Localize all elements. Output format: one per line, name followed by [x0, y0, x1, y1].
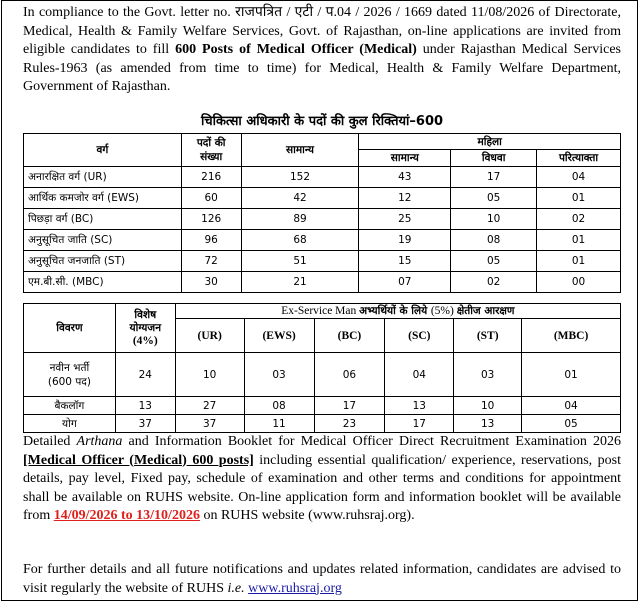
table-cell: आर्थिक कमजोर वर्ग (EWS) — [24, 188, 182, 209]
reservation-table — [23, 303, 621, 433]
table-cell: 21 — [241, 272, 359, 293]
table-cell: 126 — [181, 209, 241, 230]
details-text-4: on RUHS website (www.ruhsraj.org). — [199, 508, 415, 524]
table-cell: 05 — [451, 251, 537, 272]
table-cell: 13 — [385, 397, 454, 415]
table-cell: 10 — [175, 353, 244, 397]
table-cell: 60 — [181, 188, 241, 209]
table-cell: 11 — [244, 415, 314, 433]
updates-paragraph — [23, 561, 621, 598]
ruhs-website-link[interactable]: www.ruhsraj.org — [248, 580, 342, 596]
row-label — [24, 353, 116, 397]
exservice-hindi-1: अभ्यर्थियों के लिये — [359, 305, 431, 317]
exservice-percent: (5%) — [430, 305, 457, 317]
vacancy-table — [23, 133, 621, 293]
arthana-word: Arthana — [76, 434, 123, 449]
table-cell: एम.बी.सी. (MBC) — [24, 272, 182, 293]
header-widow: विधवा — [451, 150, 537, 167]
table-cell: 03 — [454, 353, 522, 397]
table-row — [24, 397, 621, 415]
table-cell: 08 — [451, 230, 537, 251]
table-cell: अनारक्षित वर्ग (UR) — [24, 167, 182, 188]
table-cell: 05 — [522, 415, 621, 433]
header-posts-line2: संख्या — [200, 151, 223, 163]
table-cell: 27 — [175, 397, 244, 415]
table-cell: 03 — [244, 353, 314, 397]
row-label: योग — [24, 415, 116, 433]
table-row — [24, 251, 621, 272]
table-cell: 01 — [537, 251, 621, 272]
table-row — [24, 230, 621, 251]
table-cell: 04 — [537, 167, 621, 188]
table-cell: 51 — [241, 251, 359, 272]
table-cell: 17 — [451, 167, 537, 188]
intro-text-2: under Rajasthan Medical Services Rules-1963 (as amended from time to time) for Medical, Health & Family Welfare Department, Government of Rajasthan. — [23, 42, 621, 95]
table-cell: 37 — [175, 415, 244, 433]
ie-word: i.e. — [227, 580, 245, 596]
table-cell: 05 — [451, 188, 537, 209]
table-cell: 216 — [181, 167, 241, 188]
table-cell: 43 — [359, 167, 451, 188]
table-cell: 68 — [241, 230, 359, 251]
table-cell: अनुसूचित जाति (SC) — [24, 230, 182, 251]
table-cell: 13 — [115, 397, 175, 415]
header-posts-line1: पदों की — [196, 137, 226, 149]
table-row — [24, 415, 621, 433]
table-cell: 07 — [359, 272, 451, 293]
exservice-label: Ex-Service Man — [281, 305, 360, 317]
header-general: सामान्य — [241, 134, 359, 167]
header-bc: (BC) — [314, 319, 385, 353]
table-cell: 08 — [244, 397, 314, 415]
table-cell: 72 — [181, 251, 241, 272]
header-women: महिला — [359, 134, 621, 150]
table-cell: 10 — [451, 209, 537, 230]
table-row — [24, 353, 621, 397]
table-cell: 17 — [314, 397, 385, 415]
table-row — [24, 188, 621, 209]
header-ur: (UR) — [175, 319, 244, 353]
table-cell: 01 — [537, 230, 621, 251]
updates-text-1: For further details and all future notifications and updates related information, candidates are advised to visit regularly the website of RUHS — [23, 562, 621, 596]
header-st: (ST) — [454, 319, 522, 353]
table-cell: 06 — [314, 353, 385, 397]
table-row — [24, 209, 621, 230]
vacancy-table-title: चिकित्सा अधिकारी के पदों की कुल रिक्तियां–600 — [200, 114, 444, 129]
table-row — [24, 167, 621, 188]
exservice-hindi-2: क्षेतीज आरक्षण — [456, 305, 515, 317]
table-cell: 04 — [385, 353, 454, 397]
table-cell: अनुसूचित जनजाति (ST) — [24, 251, 182, 272]
header-special — [115, 304, 175, 353]
table-cell: 30 — [181, 272, 241, 293]
header-special-line3: (4%) — [132, 334, 158, 347]
row-label-line2: (600 पद) — [47, 375, 91, 388]
table-cell: 13 — [454, 415, 522, 433]
table-cell: 02 — [451, 272, 537, 293]
header-women-general: सामान्य — [359, 150, 451, 167]
table-cell: 01 — [522, 353, 621, 397]
details-text-1: Detailed — [23, 434, 77, 449]
table-cell: 152 — [241, 167, 359, 188]
intro-text-1: In compliance to the Govt. letter no. राजपत्रित / एटी / प.04 / 2026 / 1669 dated 11/08/2026 of Directorate, Medical, Health & Family Welfare Services, Govt. of Rajasthan, on-line applications are invited from eligible candidates to fill — [23, 5, 621, 58]
header-posts — [181, 134, 241, 167]
table-cell: 12 — [359, 188, 451, 209]
table-cell: 00 — [537, 272, 621, 293]
details-text-3: including essential qualification/ experience, reservations, post details, pay level, Fixed pay, schedule of examination and other terms and conditions for appointment shall be available on RUHS website. On-line application form and information booklet will be available from — [23, 452, 621, 524]
table-cell: 24 — [115, 353, 175, 397]
table-cell: 96 — [181, 230, 241, 251]
header-divorcee: परित्याक्ता — [537, 150, 621, 167]
table-cell: 19 — [359, 230, 451, 251]
table-cell: 17 — [385, 415, 454, 433]
posts-highlight: 600 Posts of Medical Officer (Medical) — [175, 42, 417, 58]
row-label-line1: नवीन भर्ती — [49, 361, 90, 374]
details-paragraph — [23, 433, 621, 526]
posts-bracket: [Medical Officer (Medical) 600 posts] — [23, 452, 254, 468]
table-cell: 37 — [115, 415, 175, 433]
header-exservice — [175, 304, 620, 319]
table-cell: 02 — [537, 209, 621, 230]
table-cell: 23 — [314, 415, 385, 433]
table-cell: 89 — [241, 209, 359, 230]
header-category: वर्ग — [24, 134, 182, 167]
header-details: विवरण — [24, 304, 116, 353]
table-cell: 01 — [537, 188, 621, 209]
table-cell: 04 — [522, 397, 621, 415]
table-cell: 10 — [454, 397, 522, 415]
header-sc: (SC) — [385, 319, 454, 353]
header-ews: (EWS) — [244, 319, 314, 353]
row-label: बैकलॉग — [24, 397, 116, 415]
table-cell: पिछड़ा वर्ग (BC) — [24, 209, 182, 230]
application-dates: 14/09/2026 to 13/10/2026 — [53, 508, 200, 524]
intro-paragraph — [23, 4, 621, 97]
table-row — [24, 272, 621, 293]
details-text-2: and Information Booklet for Medical Officer Direct Recruitment Examination 2026 — [122, 434, 621, 449]
header-special-line1: विशेष — [134, 308, 157, 321]
table-cell: 42 — [241, 188, 359, 209]
header-mbc: (MBC) — [522, 319, 621, 353]
table-cell: 15 — [359, 251, 451, 272]
table-cell: 25 — [359, 209, 451, 230]
header-special-line2: योग्यजन — [129, 321, 162, 334]
